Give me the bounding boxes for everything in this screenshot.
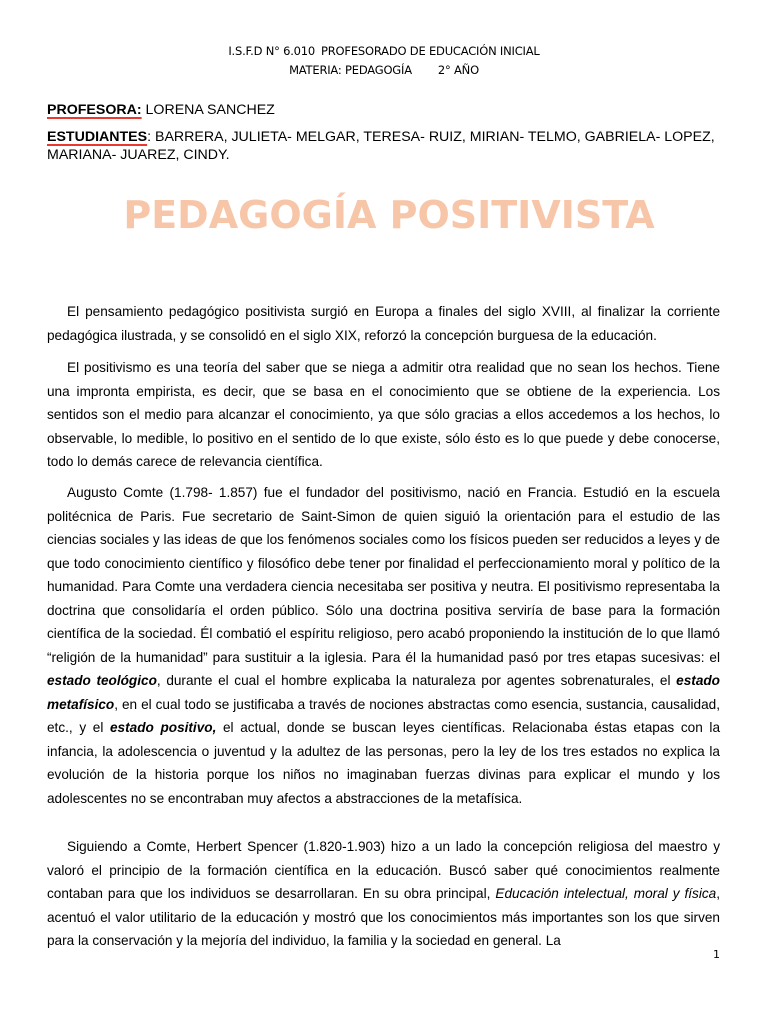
students-line: [47, 128, 720, 164]
term-estado-metafisico: estado metafísico: [47, 673, 720, 712]
paragraph-1: El pensamiento pedagógico positivista surgió en Europa a finales del siglo XVIII, al finalizar la corriente pedagógica ilustrada, y se consolidó en el siglo XIX, reforzó la concepción burguesa de la educación.: [47, 304, 720, 343]
p3-text-a: Augusto Comte (1.798- 1.857) fue el fundador del positivismo, nació en Francia. Estudió en la escuela politécnica de Paris. Fue secretario de Saint-Simon de quien siguió la orientación para el estudio de las ciencias sociales y las ideas de que los fenómenos sociales como los físicos pueden ser reducidos a leyes y de que todo conocimiento científico y filosófico debe tener por finalidad el perfeccionamiento moral y político de la humanidad. Para Comte una verdadera ciencia necesitaba ser positiva y neutra. El positivismo representaba la doctrina que consolidaría el orden público. Sólo una doctrina positiva serviría de base para la formación científica de la sociedad. Él combatió el espíritu religioso, pero acabó proponiendo la institución de lo que llamó “religión de la humanidad” para sustituir a la iglesia. Para él la humanidad pasó por tres etapas sucesivas: el: [47, 485, 720, 665]
teacher-label: PROFESORA:: [47, 102, 142, 118]
term-estado-teologico: estado teológico: [47, 673, 157, 688]
subject-name: MATERIA: PEDAGOGÍA: [289, 63, 412, 77]
header-line-2: [0, 61, 768, 80]
p3-text-c: , en el cual todo se justificaba a través de nociones abstractas como esencia, sustancia, causalidad, etc., y el: [47, 696, 720, 735]
institution-code: I.S.F.D N° 6.010: [228, 44, 316, 58]
p4-text-a: Siguiendo a Comte, Herbert Spencer (1.820-1.903) hizo a un lado la concepción religiosa del maestro y valoró el principio de la formación científica en la educación. Buscó saber qué conocimientos realmente contaban para que los individuos se desarrollaran. En su obra principal,: [47, 839, 720, 901]
page-number: 1: [713, 948, 720, 961]
paragraph-2-block: [47, 356, 720, 483]
document-header: [0, 42, 768, 80]
students-label: ESTUDIANTES: [47, 129, 148, 145]
paragraph-4-block: [47, 835, 720, 962]
book-title: Educación intelectual, moral y física: [495, 886, 717, 901]
course-year: 2° AÑO: [437, 63, 479, 77]
program-name: PROFESORADO DE EDUCACIÓN INICIAL: [321, 44, 540, 58]
students-names: : BARRERA, JULIETA- MELGAR, TERESA- RUIZ, MIRIAN- TELMO, GABRIELA- LOPEZ, MARIANA- JUAREZ, CINDY.: [47, 129, 715, 163]
p3-text-d: el actual, donde se buscan leyes científicas. Relacionaba éstas etapas con la infancia, la adolescencia o juventud y la adultez de las personas, pero la ley de los tres estados no explica la evolución de la historia porque los niños no imaginaban fuerzas divinas para explicar el mundo y los adolescentes no se encontraban muy afectos a abstracciones de la metafísica.: [47, 720, 721, 806]
paragraph-3: [47, 481, 720, 810]
teacher-line: [47, 101, 720, 119]
term-estado-positivo: estado positivo,: [110, 720, 217, 735]
document-title: PEDAGOGÍA POSITIVISTA: [123, 193, 655, 237]
paragraph-4: [47, 835, 720, 953]
teacher-name: LORENA SANCHEZ: [141, 102, 275, 118]
p3-text-b: , durante el cual el hombre explicaba la naturaleza por agentes sobrenaturales, el: [156, 673, 677, 688]
p4-text-b: , acentuó el valor utilitario de la educación y mostró que los conocimientos más importantes son los que sirven para la conservación y la mejoría del individuo, la familia y la sociedad en general. La: [47, 886, 721, 948]
paragraph-3-block: [47, 481, 720, 819]
header-line-1: [0, 42, 768, 61]
paragraph-1-block: [47, 300, 720, 356]
paragraph-2: El positivismo es una teoría del saber que se niega a admitir otra realidad que no sean los hechos. Tiene una impronta empirista, es decir, que se basa en el conocimiento que se obtiene de la experiencia. Los sentidos son el medio para alcanzar el conocimiento, ya que sólo gracias a ellos accedemos a los hechos, lo observable, lo medible, lo positivo en el sentido de lo que existe, sólo ésto es lo que puede y debe conocerse, todo lo demás carece de relevancia científica.: [47, 360, 720, 469]
